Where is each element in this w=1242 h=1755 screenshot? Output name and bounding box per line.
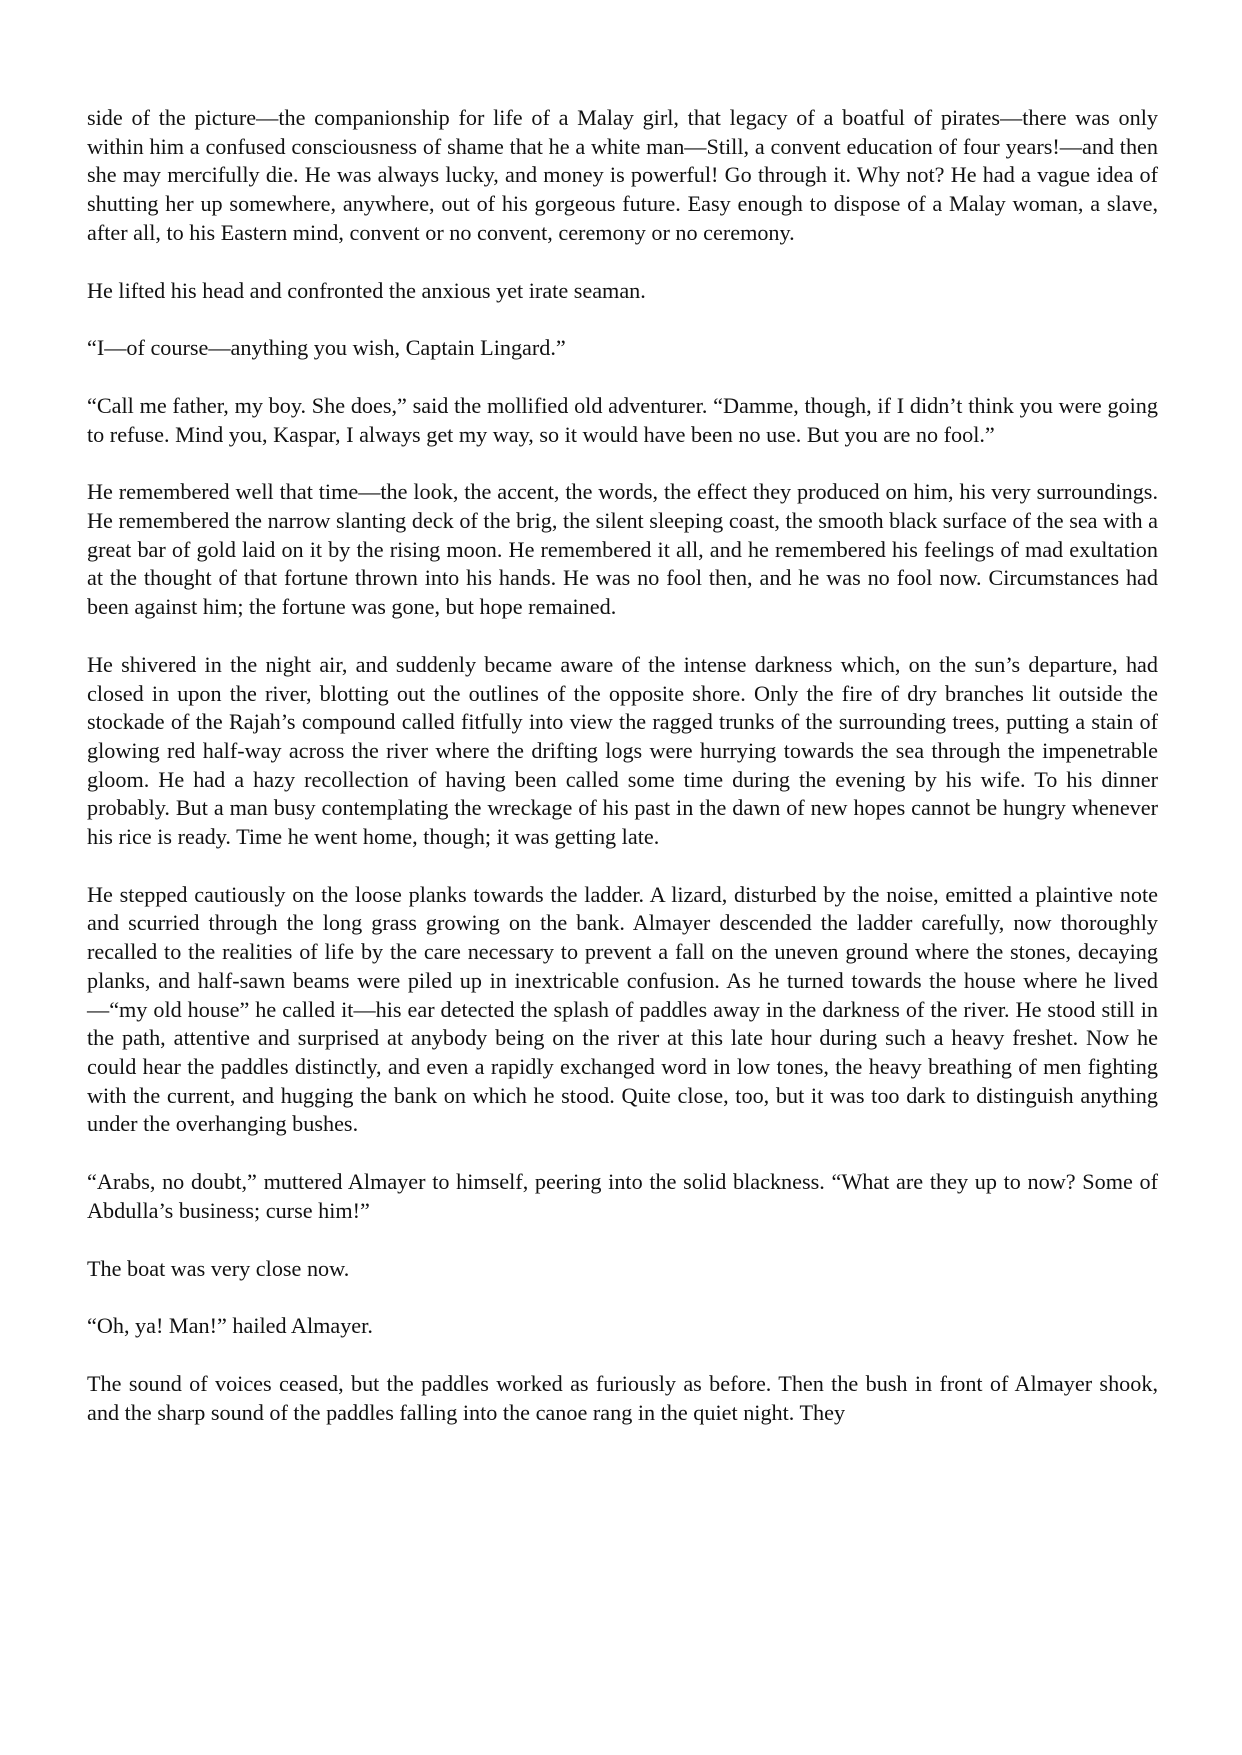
paragraph-2: He lifted his head and confronted the anxious yet irate seaman. [87, 277, 646, 303]
paragraph-6: He shivered in the night air, and suddenly became aware of the intense darkness which, on the sun’s departure, had closed in upon the river, blotting out the outlines of the opposite shore. Only the fire of dry branches lit outside the stockade of the Rajah’s compound called fitfully into view the ragged trunks of the surrounding trees, putting a stain of glowing red half-way across the river where the drifting logs were hurrying towards the sea through the impenetrable gloom. He had a hazy recollection of having been called some time during the evening by his wife. To his dinner probably. But a man busy contemplating the wreckage of his past in the dawn of new hopes cannot be hungry whenever his rice is ready. Time he went home, though; it was getting late. [87, 651, 1158, 850]
paragraph-9: The boat was very close now. [87, 1255, 350, 1281]
paragraph-7: He stepped cautiously on the loose planks towards the ladder. A lizard, disturbed by the noise, emitted a plaintive note and scurried through the long grass growing on the bank. Almayer descended the ladder carefully, now thoroughly recalled to the realities of life by the care necessary to prevent a fall on the uneven ground where the stones, decaying planks, and half-sawn beams were piled up in inextricable confusion. As he turned towards the house where he lived—“my old house” he called it—his ear detected the splash of paddles away in the darkness of the river. He stood still in the path, attentive and surprised at anybody being on the river at this late hour during such a heavy freshet. Now he could hear the paddles distinctly, and even a rapidly exchanged word in low tones, the heavy breathing of men fighting with the current, and hugging the bank on which he stood. Quite close, too, but it was too dark to distinguish anything under the overhanging bushes. [87, 881, 1158, 1137]
paragraph-4: “Call me father, my boy. She does,” said the mollified old adventurer. “Damme, though, if I didn’t think you were going to refuse. Mind you, Kaspar, I always get my way, so it would have been no use. But you are no fool.” [87, 392, 1158, 447]
paragraph-11: The sound of voices ceased, but the paddles worked as furiously as before. Then the bush in front of Almayer shook, and the sharp sound of the paddles falling into the canoe rang in the quiet night. They [87, 1370, 1158, 1425]
paragraph-1: side of the picture—the companionship for life of a Malay girl, that legacy of a boatful of pirates—there was only within him a confused consciousness of shame that he a white man—Still, a convent education of four years!—and then she may mercifully die. He was always lucky, and money is powerful! Go through it. Why not? He had a vague idea of shutting her up somewhere, anywhere, out of his gorgeous future. Easy enough to dispose of a Malay woman, a slave, after all, to his Eastern mind, convent or no convent, ceremony or no ceremony. [87, 105, 1158, 245]
paragraph-3: “I—of course—anything you wish, Captain Lingard.” [87, 335, 566, 361]
paragraph-5: He remembered well that time—the look, the accent, the words, the effect they produced on him, his very surroundings. He remembered the narrow slanting deck of the brig, the silent sleeping coast, the smooth black surface of the sea with a great bar of gold laid on it by the rising moon. He remembered it all, and he remembered his feelings of mad exultation at the thought of that fortune thrown into his hands. He was no fool then, and he was no fool now. Circumstances had been against him; the fortune was gone, but hope remained. [87, 479, 1158, 620]
page-body [87, 104, 1158, 1427]
paragraph-10: “Oh, ya! Man!” hailed Almayer. [87, 1313, 373, 1339]
paragraph-8: “Arabs, no doubt,” muttered Almayer to himself, peering into the solid blackness. “What are they up to now? Some of Abdulla’s business; curse him!” [87, 1169, 1158, 1223]
